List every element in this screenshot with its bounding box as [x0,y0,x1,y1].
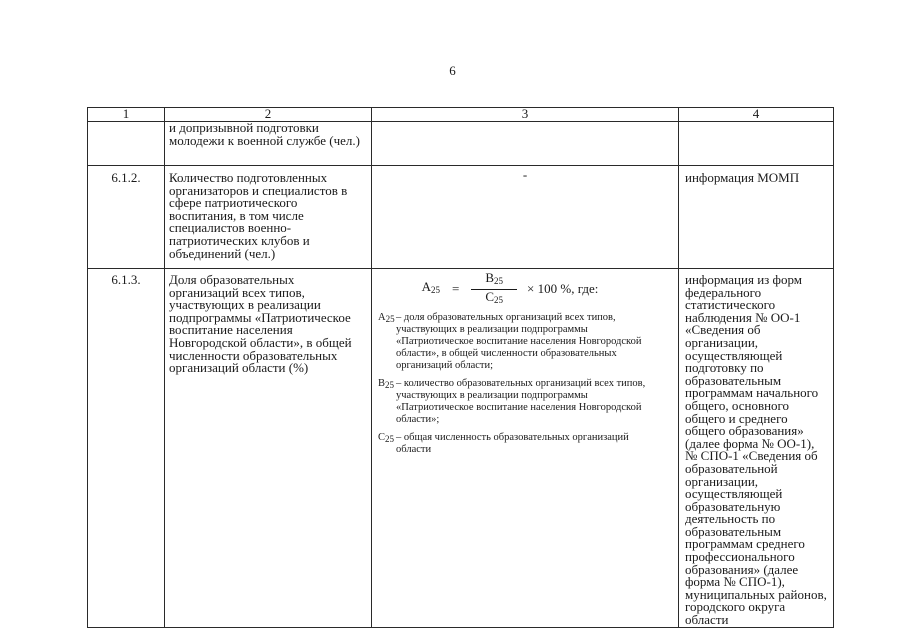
header-col-4: 4 [679,108,834,122]
definition-a25: $A_{25}$ – доля образовательных организаций всех типов, участвующих в реализации подпрограммы «Патриотическое воспитание населения Новгородской области», в общей численности образовательных организаций области; [378,312,642,372]
formula-lhs: $A_{25}$ [421,279,441,296]
cell-source: информация из форм федерального статистического наблюдения № ОО-1 «Сведения об организации, осуществляющей подготовку по образовательным программам начального общего, основного общего и среднего общего образования» (далее форма № ОО-1), № СПО-1 «Сведения об образовательной организации, осуществляющей образовательную деятельность по образовательным программам среднего профессионального образования» (далее форма № СПО-1), муниципальных районов, городского округа области [679,269,834,628]
table-row-continuation [88,122,834,166]
formula-definitions [372,306,678,456]
page-number: 6 [449,63,456,78]
cell-source: информация МОМП [679,166,834,269]
cell-method [372,122,679,166]
header-col-3: 3 [372,108,679,122]
header-col-1: 1 [88,108,165,122]
formula-tail: × 100 %, где: [527,280,599,296]
cell-source [679,122,834,166]
cell-indicator: и допризывной подготовки молодежи к военной службе (чел.) [165,122,372,166]
formula-fraction: $\frac{B_{25}}{C_{25}}$ [471,272,517,306]
table-row-612 [88,166,834,269]
cell-method [372,269,679,628]
formula-equals: = [452,280,460,296]
definition-b25: $B_{25}$ – количество образовательных организаций всех типов, участвующих в реализации подпрограммы «Патриотическое воспитание населения Новгородской области»; [378,378,646,426]
indicators-table [87,107,834,628]
cell-indicator: Количество подготовленных организаторов и специалистов в сфере патриотического воспитания, в том числе специалистов военно-патриотических клубов и объединений (чел.) [165,166,372,269]
table-row-613 [88,269,834,628]
cell-indicator: Доля образовательных организаций всех типов, участвующих в реализации подпрограммы «Патриотическое воспитание населения Новгородской области», в общей численности образовательных организаций области (%) [165,269,372,628]
definition-c25: $C_{25}$ – общая численность образовательных организаций области [378,432,629,456]
cell-number [88,122,165,166]
cell-number: 6.1.3. [88,269,165,628]
cell-number: 6.1.2. [88,166,165,269]
header-col-2: 2 [165,108,372,122]
cell-method: - [372,166,679,269]
formula [342,272,678,306]
